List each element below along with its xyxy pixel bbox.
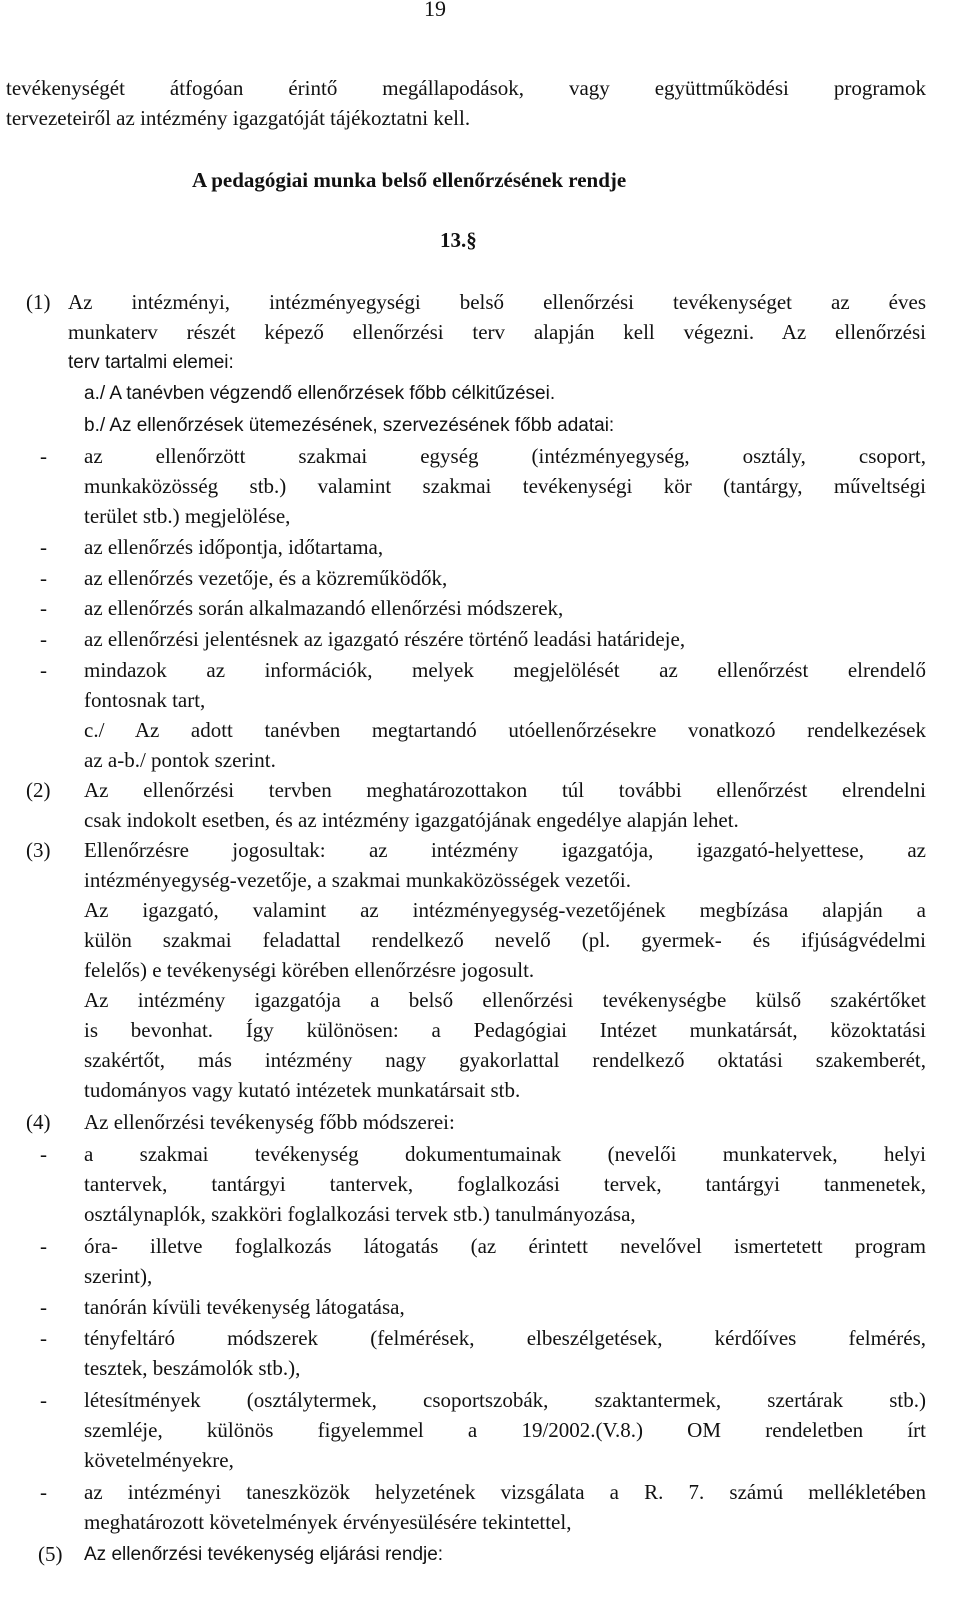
- p4-heading: Az ellenőrzési tevékenység főbb módszerei:: [84, 1110, 455, 1134]
- p3-line-8: szakértőt, más intézmény nagy gyakorlattal rendelkező oktatási szakemberét,: [84, 1048, 926, 1072]
- p4-label: (4): [26, 1110, 51, 1134]
- p4-item-5-line-3: követelményekre,: [84, 1448, 234, 1472]
- p3-line-2: intézményegység-vezetője, a szakmai munkaközösségek vezetői.: [84, 868, 631, 892]
- p5-label: (5): [38, 1542, 63, 1566]
- dash-bullet: -: [40, 1142, 47, 1166]
- intro-line-1: tevékenységét átfogóan érintő megállapodások, vagy együttműködési programok: [6, 76, 926, 100]
- dash-bullet: -: [40, 1388, 47, 1412]
- p4-item-1-line-2: tantervek, tantárgyi tantervek, foglalkozási tervek, tantárgyi tanmenetek,: [84, 1172, 926, 1196]
- b-item-1-line-1: az ellenőrzött szakmai egység (intézményegység, osztály, csoport,: [84, 444, 926, 468]
- section-number: 13.§: [440, 228, 477, 252]
- b-item-1-line-2: munkaközösség stb.) valamint szakmai tevékenységi kör (tantárgy, műveltségi: [84, 474, 926, 498]
- dash-bullet: -: [40, 658, 47, 682]
- p4-item-1-line-1: a szakmai tevékenység dokumentumainak (nevelői munkatervek, helyi: [84, 1142, 926, 1166]
- dash-bullet: -: [40, 1480, 47, 1504]
- b-item-4: az ellenőrzés során alkalmazandó ellenőrzési módszerek,: [84, 596, 564, 620]
- p4-item-5-line-1: létesítmények (osztálytermek, csoportszobák, szaktantermek, szertárak stb.): [84, 1388, 926, 1412]
- dash-bullet: -: [40, 1295, 47, 1319]
- p1-item-c-line-2: az a-b./ pontok szerint.: [84, 748, 276, 772]
- p1-item-c-line-1: c./ Az adott tanévben megtartandó utóellenőrzésekre vonatkozó rendelkezések: [84, 718, 926, 742]
- p1-line-2: munkaterv részét képező ellenőrzési terv alapján kell végezni. Az ellenőrzési: [68, 320, 926, 344]
- dash-bullet: -: [40, 596, 47, 620]
- dash-bullet: -: [40, 444, 47, 468]
- p3-line-1: Ellenőrzésre jogosultak: az intézmény igazgatója, igazgató-helyettese, az: [84, 838, 926, 862]
- b-item-6-line-2: fontosnak tart,: [84, 688, 206, 712]
- dash-bullet: -: [40, 627, 47, 651]
- b-item-5: az ellenőrzési jelentésnek az igazgató részére történő leadási határideje,: [84, 627, 686, 651]
- p1-label: (1): [26, 290, 51, 314]
- p4-item-5-line-2: szemléje, különös figyelemmel a 19/2002.(V.8.) OM rendeletben írt: [84, 1418, 926, 1442]
- b-item-1-line-3: terület stb.) megjelölése,: [84, 504, 291, 528]
- p4-item-6-line-2: meghatározott követelmények érvényesülésére tekintettel,: [84, 1510, 572, 1534]
- p4-item-2-line-1: óra- illetve foglalkozás látogatás (az érintett nevelővel ismertetett program: [84, 1234, 926, 1258]
- dash-bullet: -: [40, 535, 47, 559]
- p5-heading: Az ellenőrzési tevékenység eljárási rendje:: [84, 1544, 444, 1565]
- p4-item-4-line-1: tényfeltáró módszerek (felmérések, elbeszélgetések, kérdőíves felmérés,: [84, 1326, 926, 1350]
- p4-item-4-line-2: tesztek, beszámolók stb.),: [84, 1356, 301, 1380]
- dash-bullet: -: [40, 1234, 47, 1258]
- p2-line-1: Az ellenőrzési tervben meghatározottakon túl további ellenőrzést elrendelni: [84, 778, 926, 802]
- p4-item-6-line-1: az intézményi taneszközök helyzetének vizsgálata a R. 7. számú mellékletében: [84, 1480, 926, 1504]
- p3-line-4: külön szakmai feladattal rendelkező nevelő (pl. gyermek- és ifjúságvédelmi: [84, 928, 926, 952]
- p3-line-9: tudományos vagy kutató intézetek munkatársait stb.: [84, 1078, 521, 1102]
- p1-item-a: a./ A tanévben végzendő ellenőrzések főbb célkitűzései.: [84, 383, 556, 404]
- p4-item-2-line-2: szerint),: [84, 1264, 153, 1288]
- intro-line-2: tervezeteiről az intézmény igazgatóját tájékoztatni kell.: [6, 106, 471, 130]
- p2-line-2: csak indokolt esetben, és az intézmény igazgatójának engedélye alapján lehet.: [84, 808, 739, 832]
- p3-line-5: felelős) e tevékenységi körében ellenőrzésre jogosult.: [84, 958, 535, 982]
- page-number: 19: [424, 0, 446, 21]
- p3-line-7: is bevonhat. Így különösen: a Pedagógiai Intézet munkatársát, közoktatási: [84, 1018, 926, 1042]
- b-item-2: az ellenőrzés időpontja, időtartama,: [84, 535, 384, 559]
- dash-bullet: -: [40, 566, 47, 590]
- p4-item-1-line-3: osztálynaplók, szakköri foglalkozási tervek stb.) tanulmányozása,: [84, 1202, 636, 1226]
- p3-line-6: Az intézmény igazgatója a belső ellenőrzési tevékenységbe külső szakértőket: [84, 988, 926, 1012]
- p1-item-b: b./ Az ellenőrzések ütemezésének, szervezésének főbb adatai:: [84, 415, 615, 436]
- b-item-6-line-1: mindazok az információk, melyek megjelölését az ellenőrzést elrendelő: [84, 658, 926, 682]
- section-title: A pedagógiai munka belső ellenőrzésének rendje: [192, 168, 627, 192]
- p4-item-3: tanórán kívüli tevékenység látogatása,: [84, 1295, 405, 1319]
- p2-label: (2): [26, 778, 51, 802]
- p1-line-3: terv tartalmi elemei:: [68, 352, 234, 373]
- p3-label: (3): [26, 838, 51, 862]
- b-item-3: az ellenőrzés vezetője, és a közreműködők,: [84, 566, 448, 590]
- dash-bullet: -: [40, 1326, 47, 1350]
- p3-line-3: Az igazgató, valamint az intézményegység-vezetőjének megbízása alapján a: [84, 898, 926, 922]
- p1-line-1: Az intézményi, intézményegységi belső ellenőrzési tevékenységet az éves: [68, 290, 926, 314]
